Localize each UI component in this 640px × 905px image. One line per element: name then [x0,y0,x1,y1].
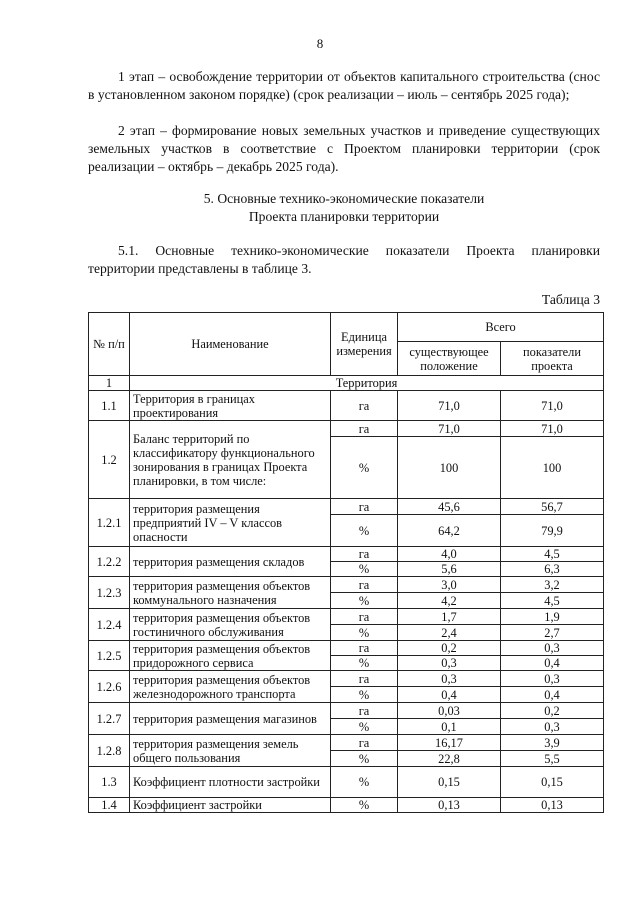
section-intro-text: 5.1. Основные технико-экономические показатели Проекта планировки территории представлены в таблице 3. [88,243,600,276]
table-cell: Коэффициент плотности застройки [130,767,331,798]
table-cell: га [331,641,398,656]
section-heading [88,190,600,226]
table-cell: территория размещения предприятий IV – V классов опасности [130,499,331,547]
table-cell: % [331,625,398,641]
table-cell: 1.2.5 [89,641,130,671]
table-cell: 64,2 [398,515,501,547]
table-cell: % [331,593,398,609]
table-cell: территория размещения земель общего пользования [130,735,331,767]
table-cell: % [331,562,398,577]
table-cell: 1.3 [89,767,130,798]
table-cell: 0,3 [398,671,501,687]
table-cell: 1.2 [89,421,130,499]
table-cell: 1.2.7 [89,703,130,735]
table-cell: 0,3 [501,641,604,656]
table-row [89,609,604,625]
table-cell: 71,0 [501,421,604,437]
table-cell: 1.2.2 [89,547,130,577]
table-cell: 1.2.1 [89,499,130,547]
table-cell: % [331,687,398,703]
table-cell: 1.2.6 [89,671,130,703]
table-cell: 0,2 [501,703,604,719]
table-cell: 22,8 [398,751,501,767]
table-cell: 3,9 [501,735,604,751]
table-cell: 100 [398,437,501,499]
table-row [89,421,604,437]
table-cell: 4,5 [501,547,604,562]
table-cell: 0,03 [398,703,501,719]
table-cell: 71,0 [398,391,501,421]
table-cell: 1.1 [89,391,130,421]
table-cell: территория размещения магазинов [130,703,331,735]
table-cell: 79,9 [501,515,604,547]
table-cell: 3,0 [398,577,501,593]
table-row [89,703,604,719]
table-cell: 1,9 [501,609,604,625]
table-cell: га [331,671,398,687]
table-row [89,577,604,593]
table-cell: га [331,577,398,593]
table-cell: га [331,735,398,751]
table-row [89,798,604,813]
table-cell: га [331,703,398,719]
page-number: 8 [316,36,324,51]
table-cell: 0,15 [501,767,604,798]
table-cell: 1.4 [89,798,130,813]
table-cell: 16,17 [398,735,501,751]
indicators-table [88,312,604,813]
table-cell: 0,13 [398,798,501,813]
table-cell: % [331,751,398,767]
table-cell: % [331,515,398,547]
table-cell: 0,4 [501,687,604,703]
section-title-line-1: 5. Основные технико-экономические показатели [203,191,485,206]
header-total: Всего [398,313,604,342]
table-cell: 2,4 [398,625,501,641]
table-cell: га [331,421,398,437]
table-row [89,767,604,798]
table-cell: 71,0 [501,391,604,421]
table-cell: 0,13 [501,798,604,813]
table-cell: 0,4 [398,687,501,703]
table-row [89,641,604,656]
table-cell: 0,15 [398,767,501,798]
table-cell: 0,3 [398,656,501,671]
table-cell: 56,7 [501,499,604,515]
table-cell: 1.2.4 [89,609,130,641]
table-cell: 4,2 [398,593,501,609]
table-cell: % [331,767,398,798]
group-num: 1 [89,376,130,391]
group-label: Территория [130,376,604,391]
header-name: Наименование [130,313,331,376]
table-cell: га [331,391,398,421]
table-cell: Коэффициент застройки [130,798,331,813]
table-cell: 0,2 [398,641,501,656]
table-row [89,671,604,687]
table-cell: 5,5 [501,751,604,767]
table-cell: 4,5 [501,593,604,609]
table-cell: Баланс территорий по классификатору функционального зонирования в границах Проекта планировки, в том числе: [130,421,331,499]
section-title-line-2: Проекта планировки территории [248,209,440,224]
table-cell: 71,0 [398,421,501,437]
table-cell: 0,4 [501,656,604,671]
table-cell: 0,3 [501,671,604,687]
table-caption: Таблица 3 [541,292,600,307]
table-cell: территория размещения объектов коммунального назначения [130,577,331,609]
table-cell: 6,3 [501,562,604,577]
header-num: № п/п [89,313,130,376]
table-cell: территория размещения складов [130,547,331,577]
table-cell: 45,6 [398,499,501,515]
table-header-row [89,313,604,342]
table-cell: 1.2.8 [89,735,130,767]
table-cell: Территория в границах проектирования [130,391,331,421]
table-cell: 1,7 [398,609,501,625]
table-cell: % [331,719,398,735]
table-cell: 3,2 [501,577,604,593]
section-intro [88,242,600,278]
table-row [89,547,604,562]
header-unit: Единица измерения [331,313,398,376]
table-cell: 0,3 [501,719,604,735]
table-cell: 5,6 [398,562,501,577]
table-cell: территория размещения объектов железнодорожного транспорта [130,671,331,703]
table-cell: 100 [501,437,604,499]
table-cell: га [331,547,398,562]
table-row [89,391,604,421]
table-cell: 2,7 [501,625,604,641]
table-cell: % [331,798,398,813]
table-cell: 1.2.3 [89,577,130,609]
table-row [89,735,604,751]
table-cell: территория размещения объектов гостиничного обслуживания [130,609,331,641]
table-group-row [89,376,604,391]
paragraph-stage-2 [88,122,600,176]
paragraph-stage-1-text: 1 этап – освобождение территории от объектов капитального строительства (снос в установленном законом порядке) (срок реализации – июль – сентябрь 2025 года); [88,69,600,102]
table-cell: 0,1 [398,719,501,735]
table-cell: % [331,656,398,671]
paragraph-stage-1 [88,68,600,104]
table-cell: га [331,609,398,625]
table-cell: га [331,499,398,515]
header-project: показатели проекта [501,342,604,376]
table-row [89,499,604,515]
paragraph-stage-2-text: 2 этап – формирование новых земельных участков и приведение существующих земельных участков в соответствие с Проектом планировки территории (срок реализации – октябрь – декабрь 2025 года). [88,123,600,174]
table-cell: % [331,437,398,499]
table-cell: 4,0 [398,547,501,562]
header-existing: существующее положение [398,342,501,376]
table-cell: территория размещения объектов придорожного сервиса [130,641,331,671]
